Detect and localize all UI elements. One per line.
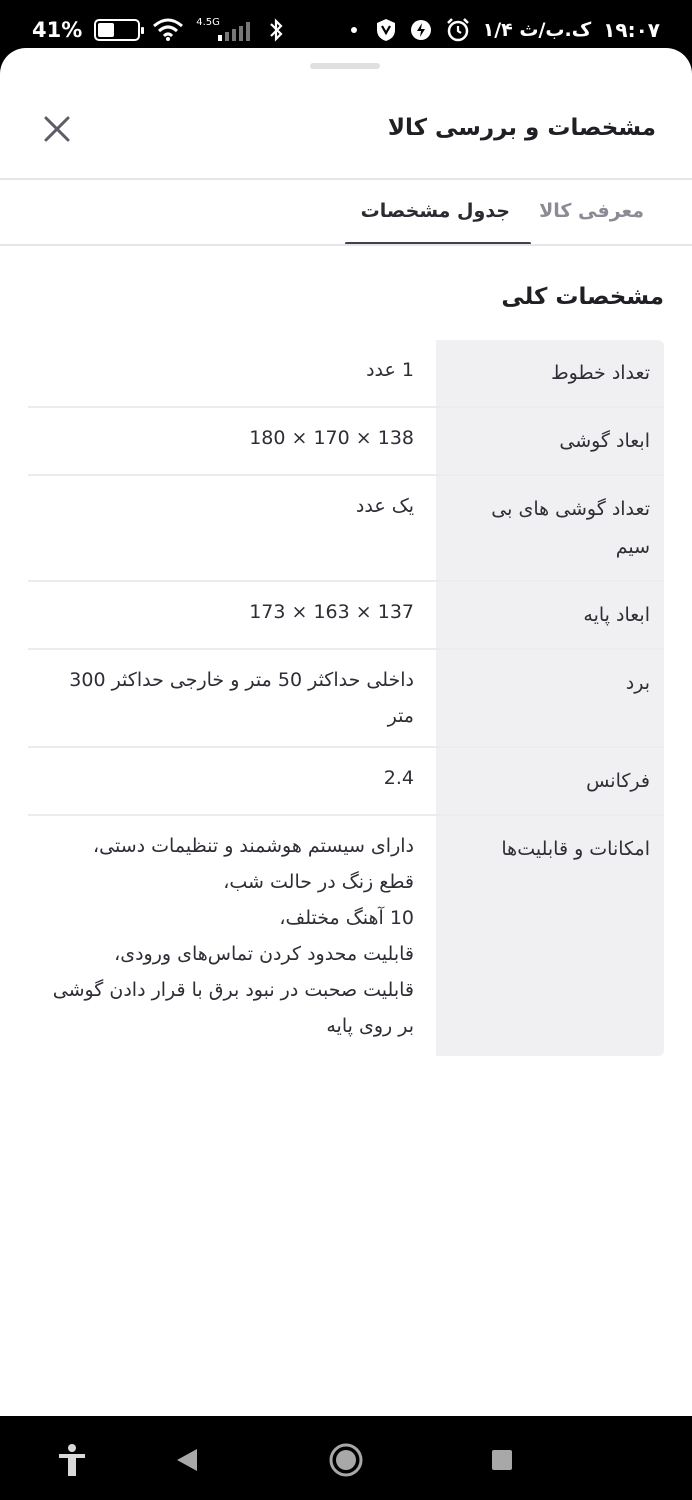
recents-icon [490, 1448, 514, 1472]
back-button[interactable] [165, 1438, 209, 1482]
vpn-shield-icon [375, 18, 397, 42]
home-icon [328, 1442, 364, 1478]
spec-key: فرکانس [436, 748, 664, 814]
spec-key: برد [436, 650, 664, 746]
spec-table [28, 340, 664, 1056]
cellular-signal-icon [196, 16, 256, 41]
spec-value: یک عدد [355, 495, 414, 517]
spec-value: 2.4 [383, 767, 414, 789]
spec-value: 137 × 163 × 173 [249, 601, 414, 623]
tab-product-intro[interactable]: معرفی کالا [539, 200, 644, 222]
spec-value: 1 عدد [366, 359, 414, 381]
recents-button[interactable] [480, 1438, 524, 1482]
spec-key: تعداد گوشی های بی سیم [436, 476, 664, 580]
data-saver-icon [409, 18, 433, 42]
alarm-icon [445, 17, 471, 43]
sheet-title: مشخصات و بررسی کالا [387, 115, 656, 141]
spec-key: ابعاد گوشی [436, 408, 664, 474]
notification-dot [351, 27, 357, 33]
battery-percent: 41% [32, 18, 83, 42]
bottom-sheet [0, 48, 692, 1416]
spec-key: تعداد خطوط [436, 340, 664, 406]
close-button[interactable] [38, 110, 76, 148]
spec-row [28, 476, 664, 582]
spec-row [28, 340, 664, 408]
tab-bar [0, 178, 692, 246]
wifi-icon [152, 18, 184, 42]
navigation-bar [0, 1416, 692, 1500]
spec-row [28, 748, 664, 816]
spec-row [28, 816, 664, 1056]
accessibility-icon [54, 1442, 90, 1478]
spec-row [28, 582, 664, 650]
spec-row [28, 650, 664, 748]
home-button[interactable] [324, 1438, 368, 1482]
spec-value: 138 × 170 × 180 [249, 427, 414, 449]
spec-key: ابعاد پایه [436, 582, 664, 648]
status-date: ۱/۴ ک.ب/ث [482, 19, 592, 41]
section-title: مشخصات کلی [501, 284, 664, 310]
spec-value: داخلی حداکثر 50 متر و خارجی حداکثر 300 متر [69, 669, 414, 727]
spec-value: دارای سیستم هوشمند و تنظیمات دستی، قطع زنگ در حالت شب، 10 آهنگ مختلف، قابلیت محدود کردن تماس‌های ورودی، قابلیت صحبت در نبود برق با قرار دادن گوشی بر روی پایه [52, 835, 414, 1037]
status-left [32, 14, 284, 46]
network-type: 4.5G [196, 16, 220, 28]
spec-key: امکانات و قابلیت‌ها [436, 816, 664, 1056]
status-right [351, 14, 660, 46]
back-icon [175, 1447, 199, 1473]
battery-icon [94, 19, 140, 41]
tab-spec-table[interactable]: جدول مشخصات [360, 200, 510, 222]
accessibility-button[interactable] [50, 1438, 94, 1482]
close-icon [44, 116, 70, 142]
drag-handle[interactable] [310, 63, 380, 69]
bluetooth-icon [268, 18, 284, 42]
spec-row [28, 408, 664, 476]
tabs-divider [0, 244, 692, 246]
status-time: ۱۹:۰۷ [603, 18, 660, 42]
sheet-header [0, 88, 692, 178]
